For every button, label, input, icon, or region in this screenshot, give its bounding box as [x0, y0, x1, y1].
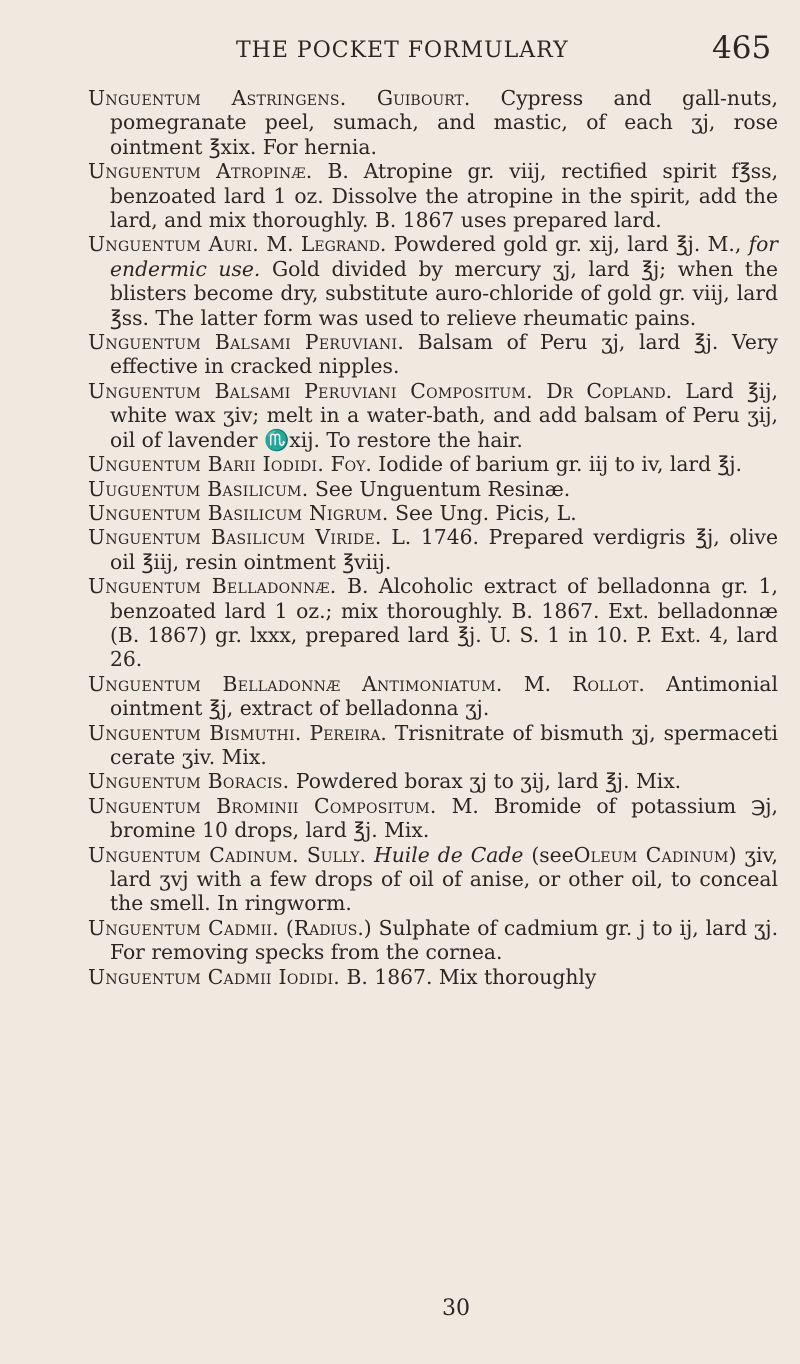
- entry-unguentum-brominii-compositum: [88, 794, 778, 843]
- page-number: 465: [712, 30, 772, 66]
- signature-mark: 30: [442, 1296, 470, 1321]
- entry-heading: Unguentum Cadmii Iodidi.: [88, 964, 341, 989]
- entry-text: 1746. Prepared verdigris ℥j, olive oil ℥iij, resin ointment ℥viij.: [110, 525, 778, 574]
- entry-unguentum-basilicum: [88, 477, 778, 501]
- entry-text-continued: ) ʒiv, lard ʒvj with a few drops of oil of anise, or other oil, to conceal the smell. In ringworm.: [110, 842, 778, 916]
- entry-text: Alcoholic extract of belladonna gr. 1, benzoated lard 1 oz.; mix thoroughly. B. 1867. Ext. belladonnæ (B. 1867) gr. lxxx, prepared lard ℥j. U. S. 1 in 10. P. Ext. 4, lard 26.: [110, 574, 778, 672]
- entry-authority: B.: [346, 964, 368, 989]
- entry-heading: Unguentum Cadinum.: [88, 842, 299, 867]
- entry-heading: Unguentum Basilicum Nigrum.: [88, 500, 389, 525]
- entry-unguentum-atropinae: [88, 159, 778, 232]
- entry-text: (see: [531, 842, 574, 867]
- entry-unguentum-belladonnae-antimoniatum: [88, 672, 778, 721]
- entry-authority: Sully.: [306, 842, 366, 867]
- entry-authority: Pereira.: [309, 720, 387, 745]
- entry-unguentum-astringens: [88, 86, 778, 159]
- entry-text-continued: Gold divided by mercury ʒj, lard ℥j; when the blisters become dry, substitute auro-chloride of gold gr. viij, lard ℥ss. The latter form was used to relieve rheumatic pains.: [110, 256, 778, 330]
- entry-heading: Unguentum Belladonnæ.: [88, 574, 337, 599]
- entry-heading: Unguentum Boracis.: [88, 769, 290, 794]
- entry-authority: Dr Copland.: [546, 378, 673, 403]
- entry-heading: Unguentum Cadmii.: [88, 915, 279, 940]
- entry-authority: L.: [391, 525, 412, 550]
- entry-heading: Unguentum Bismuthi.: [88, 720, 302, 745]
- entry-text: See Unguentum Resinæ.: [314, 476, 571, 501]
- entry-text: Antimonial ointment ℥j, extract of belladonna ʒj.: [110, 671, 779, 721]
- entry-text: See Ung. Picis, L.: [395, 500, 577, 525]
- entry-authority: Foy.: [330, 452, 372, 477]
- entry-text: Powdered gold gr. xij, lard ℥j. M.,: [393, 232, 742, 257]
- entry-authority: M.: [451, 793, 479, 818]
- entry-heading: Unguentum Barii Iodidi.: [88, 452, 325, 477]
- entry-unguentum-basilicum-viride: [88, 525, 778, 574]
- entry-text: Atropine gr. viij, rectified spirit f℥ss, benzoated lard 1 oz. Dissolve the atropine in the spirit, add the lard, and mix thoroughly. B. 1867 uses prepared lard.: [110, 159, 779, 233]
- entry-text: Bromide of potassium ℈j, bromine 10 drops, lard ℥j. Mix.: [110, 793, 778, 843]
- entry-text: Cypress and gall-nuts, pomegranate peel, sumach, and mastic, of each ʒj, rose ointment ℥xix. For hernia.: [110, 86, 779, 159]
- entry-unguentum-balsami-peruviani-compositum: [88, 379, 778, 452]
- entry-unguentum-boracis: [88, 769, 778, 793]
- entry-heading: Unguentum Basilicum Viride.: [88, 525, 382, 550]
- entry-unguentum-cadinum: [88, 843, 778, 916]
- entry-unguentum-auri: [88, 232, 778, 330]
- page-header: [0, 14, 800, 74]
- entry-cross-reference: Oleum Cadinum: [573, 842, 729, 867]
- entry-unguentum-belladonnae: [88, 574, 778, 672]
- entry-authority: B.: [327, 159, 349, 184]
- entry-heading: Unguentum Balsami Peruviani.: [88, 330, 405, 355]
- entry-text: Powdered borax ʒj to ʒij, lard ℥j. Mix.: [295, 769, 682, 794]
- entry-heading: Unguentum Brominii Compositum.: [88, 793, 437, 818]
- entry-heading: Unguentum Atropinæ.: [88, 159, 313, 184]
- entry-authority: M. Rollot.: [523, 671, 645, 696]
- entry-heading: Unguentum Auri.: [88, 232, 260, 257]
- entry-heading: Unguentum Balsami Peruviani Compositum.: [88, 378, 533, 403]
- entry-text: Lard ℥ij, white wax ʒiv; melt in a water-bath, and add balsam of Peru ʒij, oil of lavender ♏xij. To restore the hair.: [110, 378, 778, 452]
- entry-heading: Unguentum Belladonnæ Antimoniatum.: [88, 671, 503, 696]
- entry-authority: M. Legrand.: [266, 232, 387, 257]
- entry-unguentum-bismuthi: [88, 721, 778, 770]
- formulary-entries: [88, 86, 778, 989]
- entry-italic-text: for endermic use.: [110, 232, 779, 281]
- running-title: THE POCKET FORMULARY: [236, 38, 569, 63]
- entry-heading: Unguentum Astringens.: [88, 86, 347, 110]
- entry-unguentum-balsami-peruviani: [88, 330, 778, 379]
- entry-unguentum-cadmii: [88, 916, 778, 965]
- entry-authority: Guibourt.: [376, 86, 471, 110]
- entry-unguentum-basilicum-nigrum: [88, 501, 778, 525]
- entry-unguentum-cadmii-iodidi: [88, 965, 778, 989]
- entry-authority: B.: [347, 574, 369, 599]
- entry-text: Sulphate of cadmium gr. j to ij, lard ʒj. For removing specks from the cornea.: [110, 915, 779, 965]
- entry-text: 1867. Mix thoroughly: [374, 964, 597, 989]
- entry-unguentum-barii-iodidi: [88, 452, 778, 476]
- entry-text: Trisnitrate of bismuth ʒj, spermaceti cerate ʒiv. Mix.: [110, 720, 778, 769]
- entry-text: Balsam of Peru ʒj, lard ℥j. Very effective in cracked nipples.: [110, 330, 778, 379]
- entry-text: Iodide of barium gr. iij to iv, lard ℥j.: [378, 452, 743, 477]
- entry-authority: (Radius.): [285, 915, 372, 940]
- entry-italic-term: Huile de Cade: [374, 842, 524, 867]
- entry-heading: Uuguentum Basilicum.: [88, 476, 309, 501]
